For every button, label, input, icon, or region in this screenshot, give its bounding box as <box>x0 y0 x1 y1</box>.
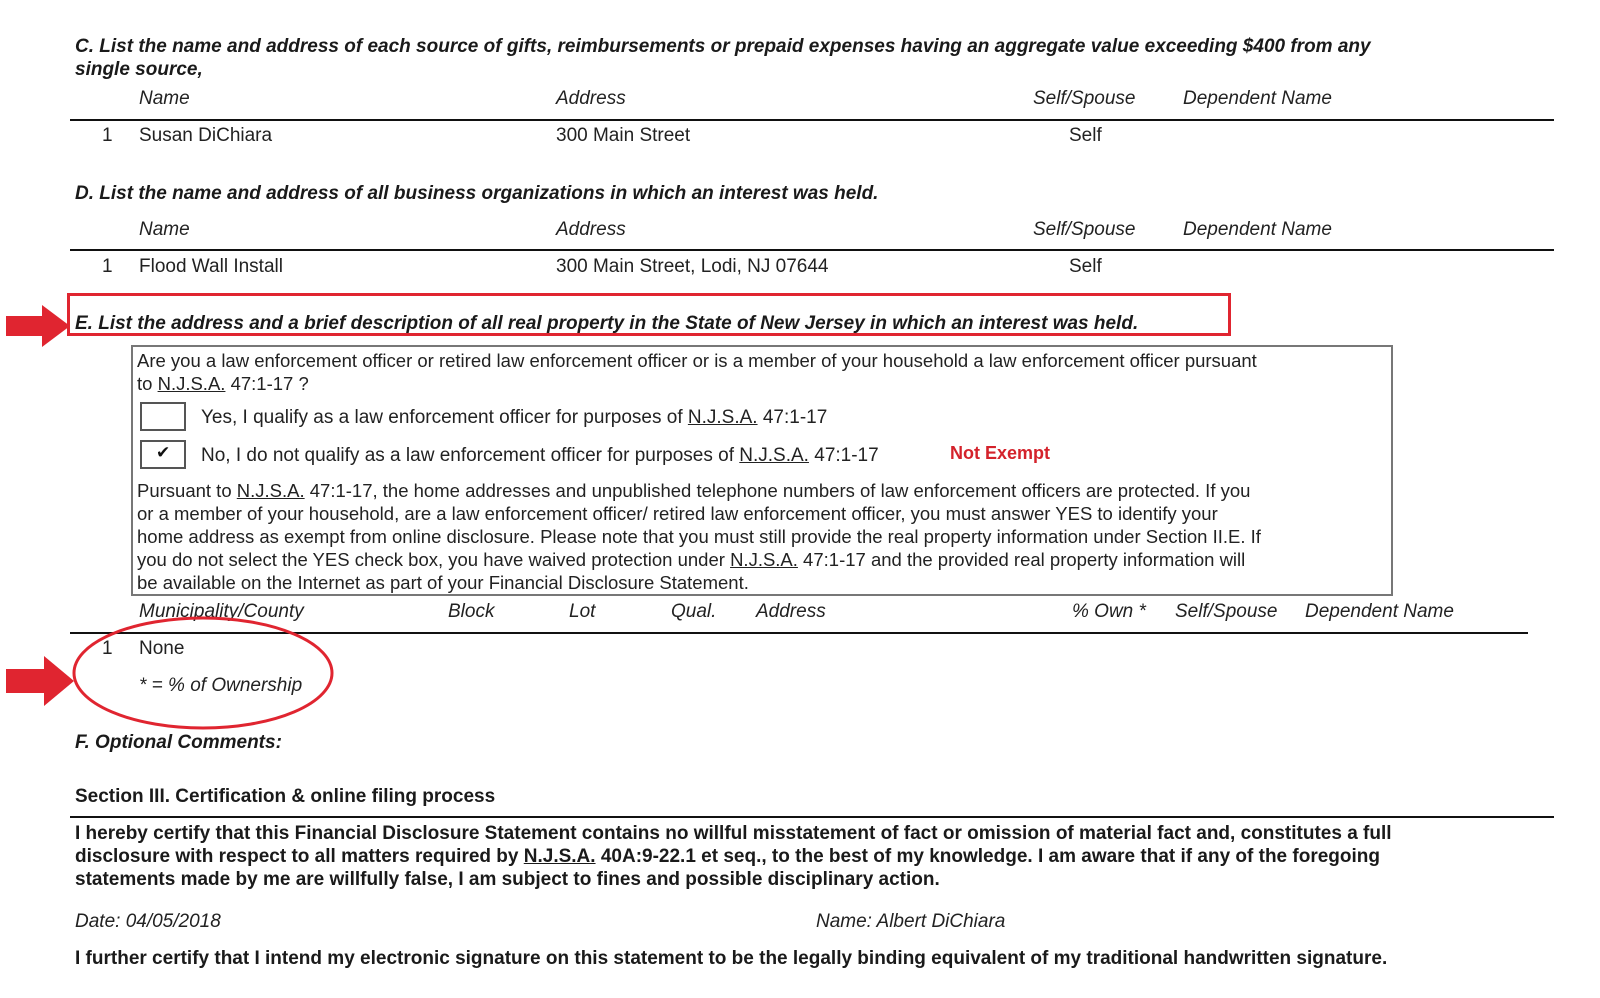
certification-paragraph <box>75 822 1392 891</box>
protection-paragraph <box>137 479 1261 594</box>
cert-line3: statements made by me are willfully false, I am subject to fines and possible disciplinary action. <box>75 869 940 890</box>
para-line5: be available on the Internet as part of your Financial Disclosure Statement. <box>137 572 749 593</box>
section-c-heading <box>75 35 1371 81</box>
section-d-row-name: Flood Wall Install <box>139 256 283 277</box>
ownership-footnote: * = % of Ownership <box>139 675 303 696</box>
section-d-row-address: 300 Main Street, Lodi, NJ 07644 <box>556 256 829 277</box>
section-c-row-num: 1 <box>102 125 113 146</box>
section-d-heading: D. List the name and address of all business organizations in which an interest was held. <box>75 183 879 204</box>
section-d-col-address: Address <box>556 219 626 240</box>
section-e-col-lot: Lot <box>569 601 596 622</box>
yes-checkbox[interactable] <box>140 402 186 431</box>
filer-name: Name: Albert DiChiara <box>816 911 1006 932</box>
section-d-col-name: Name <box>139 219 190 240</box>
section-c-heading-line1: C. List the name and address of each source of gifts, reimbursements or prepaid expenses having an aggregate value exceeding $400 from any <box>75 36 1371 57</box>
section-c-heading-line2: single source, <box>75 59 203 80</box>
section-e-col-own: % Own * <box>1072 601 1146 622</box>
section-c-row-self-spouse: Self <box>1069 125 1102 146</box>
question-line1: Are you a law enforcement officer or retired law enforcement officer or is a member of your household a law enforcement officer pursuant <box>137 350 1257 371</box>
arrow-right-icon <box>6 656 74 706</box>
section-f-heading: F. Optional Comments: <box>75 732 282 753</box>
arrow-right-icon <box>6 305 70 347</box>
not-exempt-badge: Not Exempt <box>950 443 1051 463</box>
section-e-col-municipality: Municipality/County <box>139 601 304 622</box>
no-checkbox[interactable] <box>140 440 186 469</box>
yes-label: Yes, I qualify as a law enforcement officer for purposes of N.J.S.A. 47:1-17 <box>201 407 828 428</box>
para-line2: or a member of your household, are a law enforcement officer/ retired law enforcement officer, you must answer YES to identify your <box>137 503 1218 524</box>
section-e-col-block: Block <box>448 601 495 622</box>
question-line2: to N.J.S.A. 47:1-17 ? <box>137 373 309 394</box>
law-enforcement-question <box>137 349 1257 395</box>
cert-line2: disclosure with respect to all matters required by N.J.S.A. 40A:9-22.1 et seq., to the best of my knowledge. I am aware that if any of the foregoing <box>75 846 1380 867</box>
section-e-row-municipality: None <box>139 638 185 659</box>
section-e-col-address: Address <box>756 601 826 622</box>
section-d-col-dependent: Dependent Name <box>1183 219 1332 240</box>
section-e-col-dependent: Dependent Name <box>1305 601 1454 622</box>
section-e-col-self-spouse: Self/Spouse <box>1175 601 1278 622</box>
section-c-rule <box>70 119 1554 121</box>
section-d-col-self-spouse: Self/Spouse <box>1033 219 1136 240</box>
section-e-row-num: 1 <box>102 638 113 659</box>
njsa-link: N.J.S.A. <box>157 373 226 394</box>
section-c-col-dependent: Dependent Name <box>1183 88 1332 109</box>
check-mark-icon: ✔ <box>156 443 171 463</box>
section-c-row-name: Susan DiChiara <box>139 125 273 146</box>
section-c-col-self-spouse: Self/Spouse <box>1033 88 1136 109</box>
section-c-col-address: Address <box>556 88 626 109</box>
para-line1: Pursuant to N.J.S.A. 47:1-17, the home addresses and unpublished telephone numbers of law enforcement officers are protected. If you <box>137 480 1251 501</box>
section-iii-rule <box>70 816 1554 818</box>
cert-line1: I hereby certify that this Financial Disclosure Statement contains no willful misstatement of fact or omission of material fact and, constitutes a full <box>75 823 1392 844</box>
filing-date: Date: 04/05/2018 <box>75 911 221 932</box>
no-label: No, I do not qualify as a law enforcement officer for purposes of N.J.S.A. 47:1-17 <box>201 445 879 466</box>
highlight-circle <box>70 614 336 732</box>
para-line4: you do not select the YES check box, you have waived protection under N.J.S.A. 47:1-17 and the provided real property information will <box>137 549 1246 570</box>
para-line3: home address as exempt from online disclosure. Please note that you must still provide the real property information under Section II.E. If <box>137 526 1261 547</box>
section-c-row-address: 300 Main Street <box>556 125 691 146</box>
section-iii-heading: Section III. Certification & online filing process <box>75 786 496 807</box>
section-d-row-num: 1 <box>102 256 113 277</box>
section-e-heading: E. List the address and a brief description of all real property in the State of New Jersey in which an interest was held. <box>75 313 1139 334</box>
section-c-col-name: Name <box>139 88 190 109</box>
signature-certification: I further certify that I intend my electronic signature on this statement to be the legally binding equivalent of my traditional handwritten signature. <box>75 948 1388 969</box>
section-e-col-qual: Qual. <box>671 601 717 622</box>
section-d-row-self-spouse: Self <box>1069 256 1102 277</box>
section-d-rule <box>70 249 1554 251</box>
